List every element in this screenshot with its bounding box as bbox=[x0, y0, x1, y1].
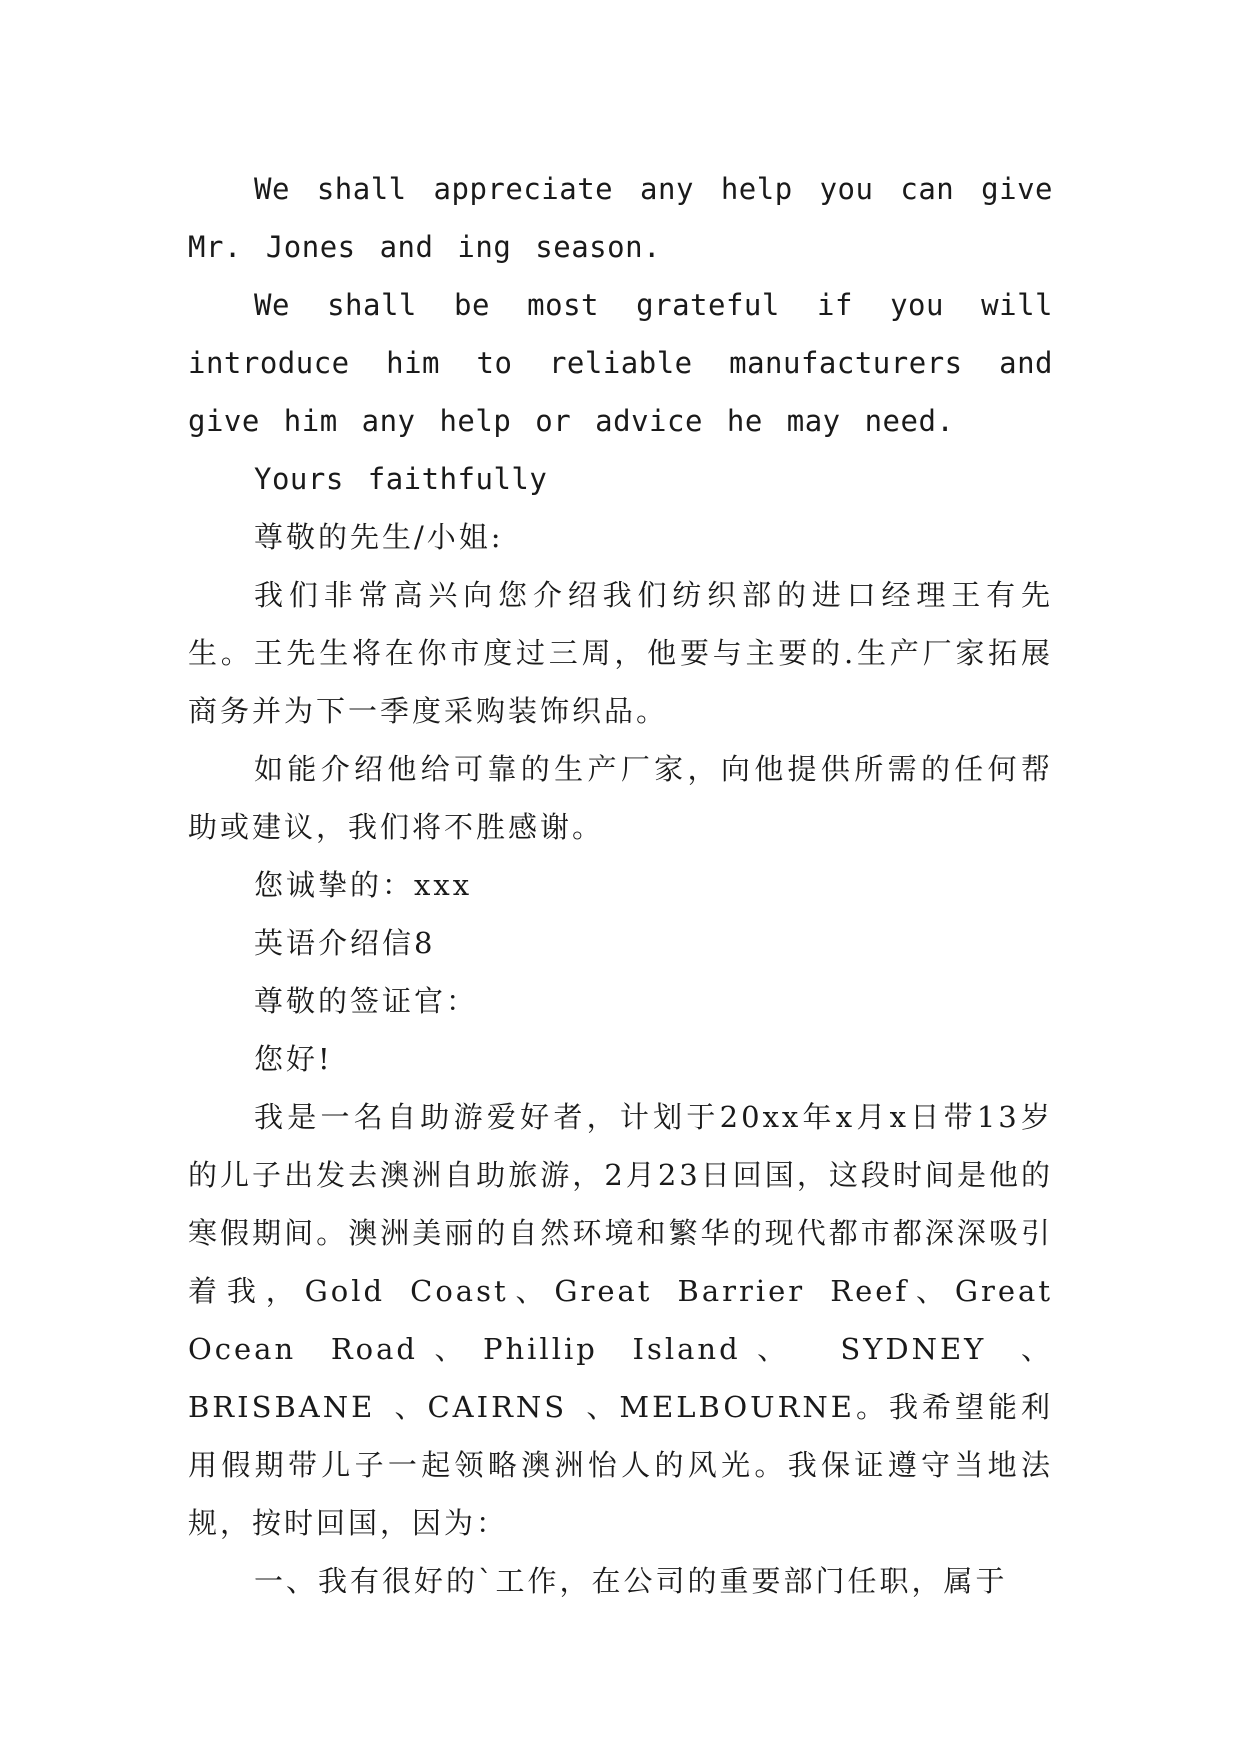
greeting-hello: 您好! bbox=[254, 1042, 333, 1076]
closing-signature-zh: 您诚挚的：xxx bbox=[254, 868, 473, 902]
paragraph-appreciate-help: We shall appreciate any help you can give Mr. Jones and ing season. bbox=[188, 172, 1053, 264]
document-body bbox=[188, 160, 1053, 1610]
paragraph-introduce-manufacturers: We shall be most grateful if you will introduce him to reliable manufacturers and give him any help or advice he may need. bbox=[188, 288, 1053, 438]
paragraph-travel-plan: 我是一名自助游爱好者，计划于20xx年x月x日带13岁的儿子出发去澳洲自助旅游，2月23日回国，这段时间是他的寒假期间。澳洲美丽的自然环境和繁华的现代都市都深深吸引着我，Gold Coast、Great Barrier Reef、Great Ocean Road、Phillip Island、 SYDNEY 、 BRISBANE 、CAIRNS 、MELBOURNE。我希望能利用假期带儿子一起领略澳洲怡人的风光。我保证遵守当地法规，按时回国，因为： bbox=[188, 1100, 1053, 1540]
paragraph-reason-one: 一、我有很好的`工作，在公司的重要部门任职，属于 bbox=[254, 1564, 1008, 1598]
section-heading-letter-8: 英语介绍信8 bbox=[254, 926, 436, 960]
paragraph-gratitude-zh: 如能介绍他给可靠的生产厂家，向他提供所需的任何帮助或建议，我们将不胜感谢。 bbox=[188, 752, 1053, 844]
paragraph-introduce-manager-zh: 我们非常高兴向您介绍我们纺织部的进口经理王有先生。王先生将在你市度过三周，他要与主要的.生产厂家拓展商务并为下一季度采购装饰织品。 bbox=[188, 578, 1053, 728]
salutation-zh: 尊敬的先生/小姐: bbox=[254, 520, 504, 554]
closing-yours-faithfully: Yours faithfully bbox=[254, 462, 548, 496]
salutation-visa-officer: 尊敬的签证官： bbox=[254, 984, 479, 1018]
